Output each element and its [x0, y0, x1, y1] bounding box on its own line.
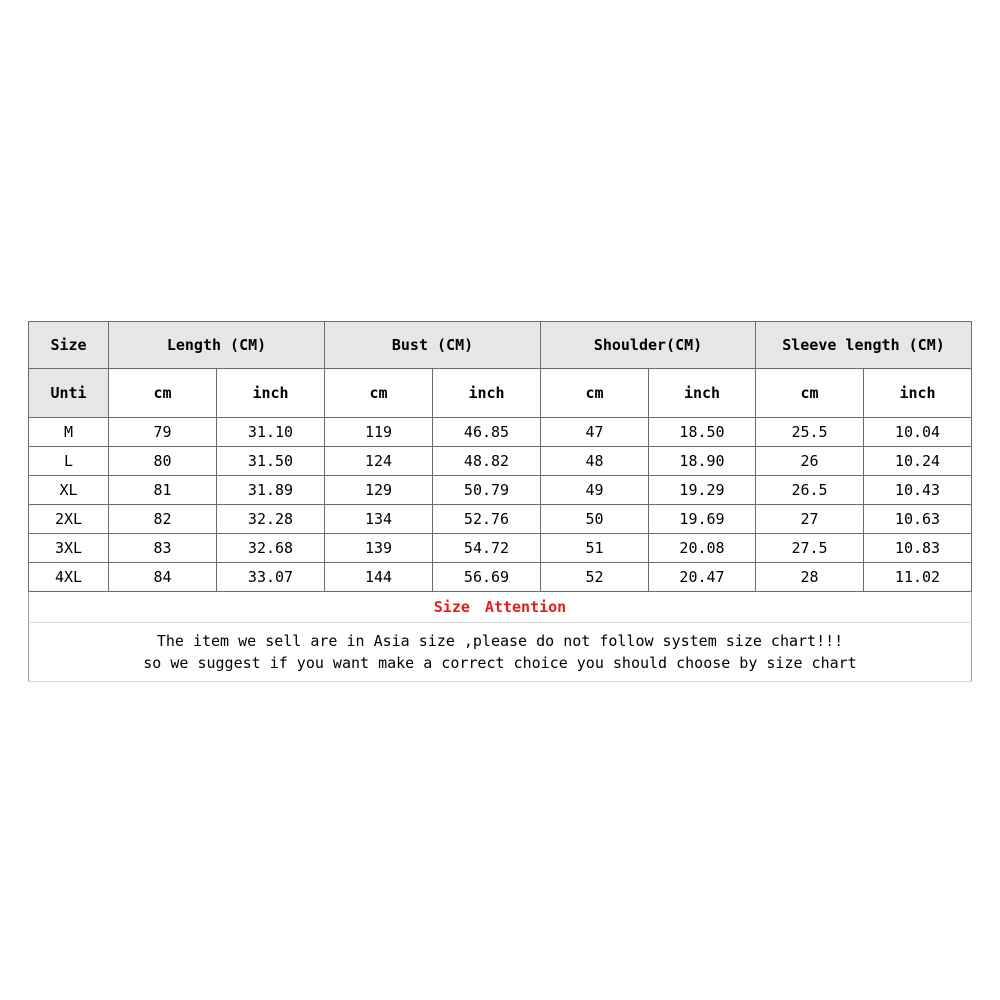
cell-length-cm: 82	[109, 505, 217, 534]
cell-sleeve-cm: 25.5	[756, 418, 864, 447]
cell-size: XL	[29, 476, 109, 505]
cell-sleeve-inch: 10.83	[864, 534, 972, 563]
table-row	[29, 534, 972, 563]
cell-bust-cm: 144	[325, 563, 433, 592]
cell-shoulder-cm: 51	[541, 534, 649, 563]
cell-shoulder-inch: 18.90	[649, 447, 756, 476]
cell-length-inch: 31.10	[217, 418, 325, 447]
cell-shoulder-inch: 18.50	[649, 418, 756, 447]
unit-cm: cm	[756, 369, 864, 418]
size-note	[29, 623, 972, 682]
cell-bust-inch: 48.82	[433, 447, 541, 476]
cell-sleeve-inch: 10.43	[864, 476, 972, 505]
cell-sleeve-cm: 26	[756, 447, 864, 476]
cell-length-inch: 31.89	[217, 476, 325, 505]
cell-size: 3XL	[29, 534, 109, 563]
cell-bust-cm: 139	[325, 534, 433, 563]
table-row	[29, 563, 972, 592]
cell-size: 4XL	[29, 563, 109, 592]
header-shoulder: Shoulder(CM)	[541, 322, 756, 369]
size-chart-container	[28, 321, 971, 682]
unit-inch: inch	[217, 369, 325, 418]
cell-length-inch: 32.28	[217, 505, 325, 534]
header-bust: Bust (CM)	[325, 322, 541, 369]
cell-shoulder-inch: 19.69	[649, 505, 756, 534]
cell-size: 2XL	[29, 505, 109, 534]
header-length: Length (CM)	[109, 322, 325, 369]
cell-shoulder-inch: 20.08	[649, 534, 756, 563]
cell-length-cm: 80	[109, 447, 217, 476]
cell-shoulder-inch: 19.29	[649, 476, 756, 505]
note-row	[29, 623, 972, 682]
cell-shoulder-inch: 20.47	[649, 563, 756, 592]
size-attention-title: Size Attention	[29, 592, 972, 623]
attention-row	[29, 592, 972, 623]
unit-inch: inch	[864, 369, 972, 418]
unit-cm: cm	[541, 369, 649, 418]
cell-sleeve-inch: 10.04	[864, 418, 972, 447]
unit-inch: inch	[433, 369, 541, 418]
table-row	[29, 505, 972, 534]
cell-bust-cm: 129	[325, 476, 433, 505]
cell-bust-inch: 50.79	[433, 476, 541, 505]
table-row	[29, 447, 972, 476]
cell-length-cm: 81	[109, 476, 217, 505]
cell-sleeve-inch: 10.63	[864, 505, 972, 534]
table-row	[29, 418, 972, 447]
cell-size: M	[29, 418, 109, 447]
cell-shoulder-cm: 50	[541, 505, 649, 534]
table-row	[29, 476, 972, 505]
cell-bust-inch: 56.69	[433, 563, 541, 592]
cell-bust-inch: 54.72	[433, 534, 541, 563]
cell-bust-cm: 119	[325, 418, 433, 447]
unit-inch: inch	[649, 369, 756, 418]
cell-bust-inch: 52.76	[433, 505, 541, 534]
cell-length-cm: 83	[109, 534, 217, 563]
cell-sleeve-inch: 11.02	[864, 563, 972, 592]
cell-shoulder-cm: 48	[541, 447, 649, 476]
cell-bust-cm: 124	[325, 447, 433, 476]
cell-length-cm: 79	[109, 418, 217, 447]
header-size: Size	[29, 322, 109, 369]
header-sleeve-length: Sleeve length (CM)	[756, 322, 972, 369]
unit-row	[29, 369, 972, 418]
cell-sleeve-inch: 10.24	[864, 447, 972, 476]
cell-sleeve-cm: 27.5	[756, 534, 864, 563]
cell-sleeve-cm: 26.5	[756, 476, 864, 505]
cell-sleeve-cm: 27	[756, 505, 864, 534]
size-chart-table	[28, 321, 972, 682]
cell-bust-cm: 134	[325, 505, 433, 534]
cell-length-cm: 84	[109, 563, 217, 592]
unit-cm: cm	[325, 369, 433, 418]
cell-bust-inch: 46.85	[433, 418, 541, 447]
unit-cm: cm	[109, 369, 217, 418]
cell-size: L	[29, 447, 109, 476]
cell-length-inch: 31.50	[217, 447, 325, 476]
unit-label: Unti	[29, 369, 109, 418]
cell-sleeve-cm: 28	[756, 563, 864, 592]
cell-length-inch: 33.07	[217, 563, 325, 592]
note-line-2: so we suggest if you want make a correct choice you should choose by size chart	[143, 654, 857, 672]
cell-shoulder-cm: 52	[541, 563, 649, 592]
cell-length-inch: 32.68	[217, 534, 325, 563]
cell-shoulder-cm: 49	[541, 476, 649, 505]
header-row	[29, 322, 972, 369]
cell-shoulder-cm: 47	[541, 418, 649, 447]
note-line-1: The item we sell are in Asia size ,please do not follow system size chart!!!	[156, 632, 844, 650]
